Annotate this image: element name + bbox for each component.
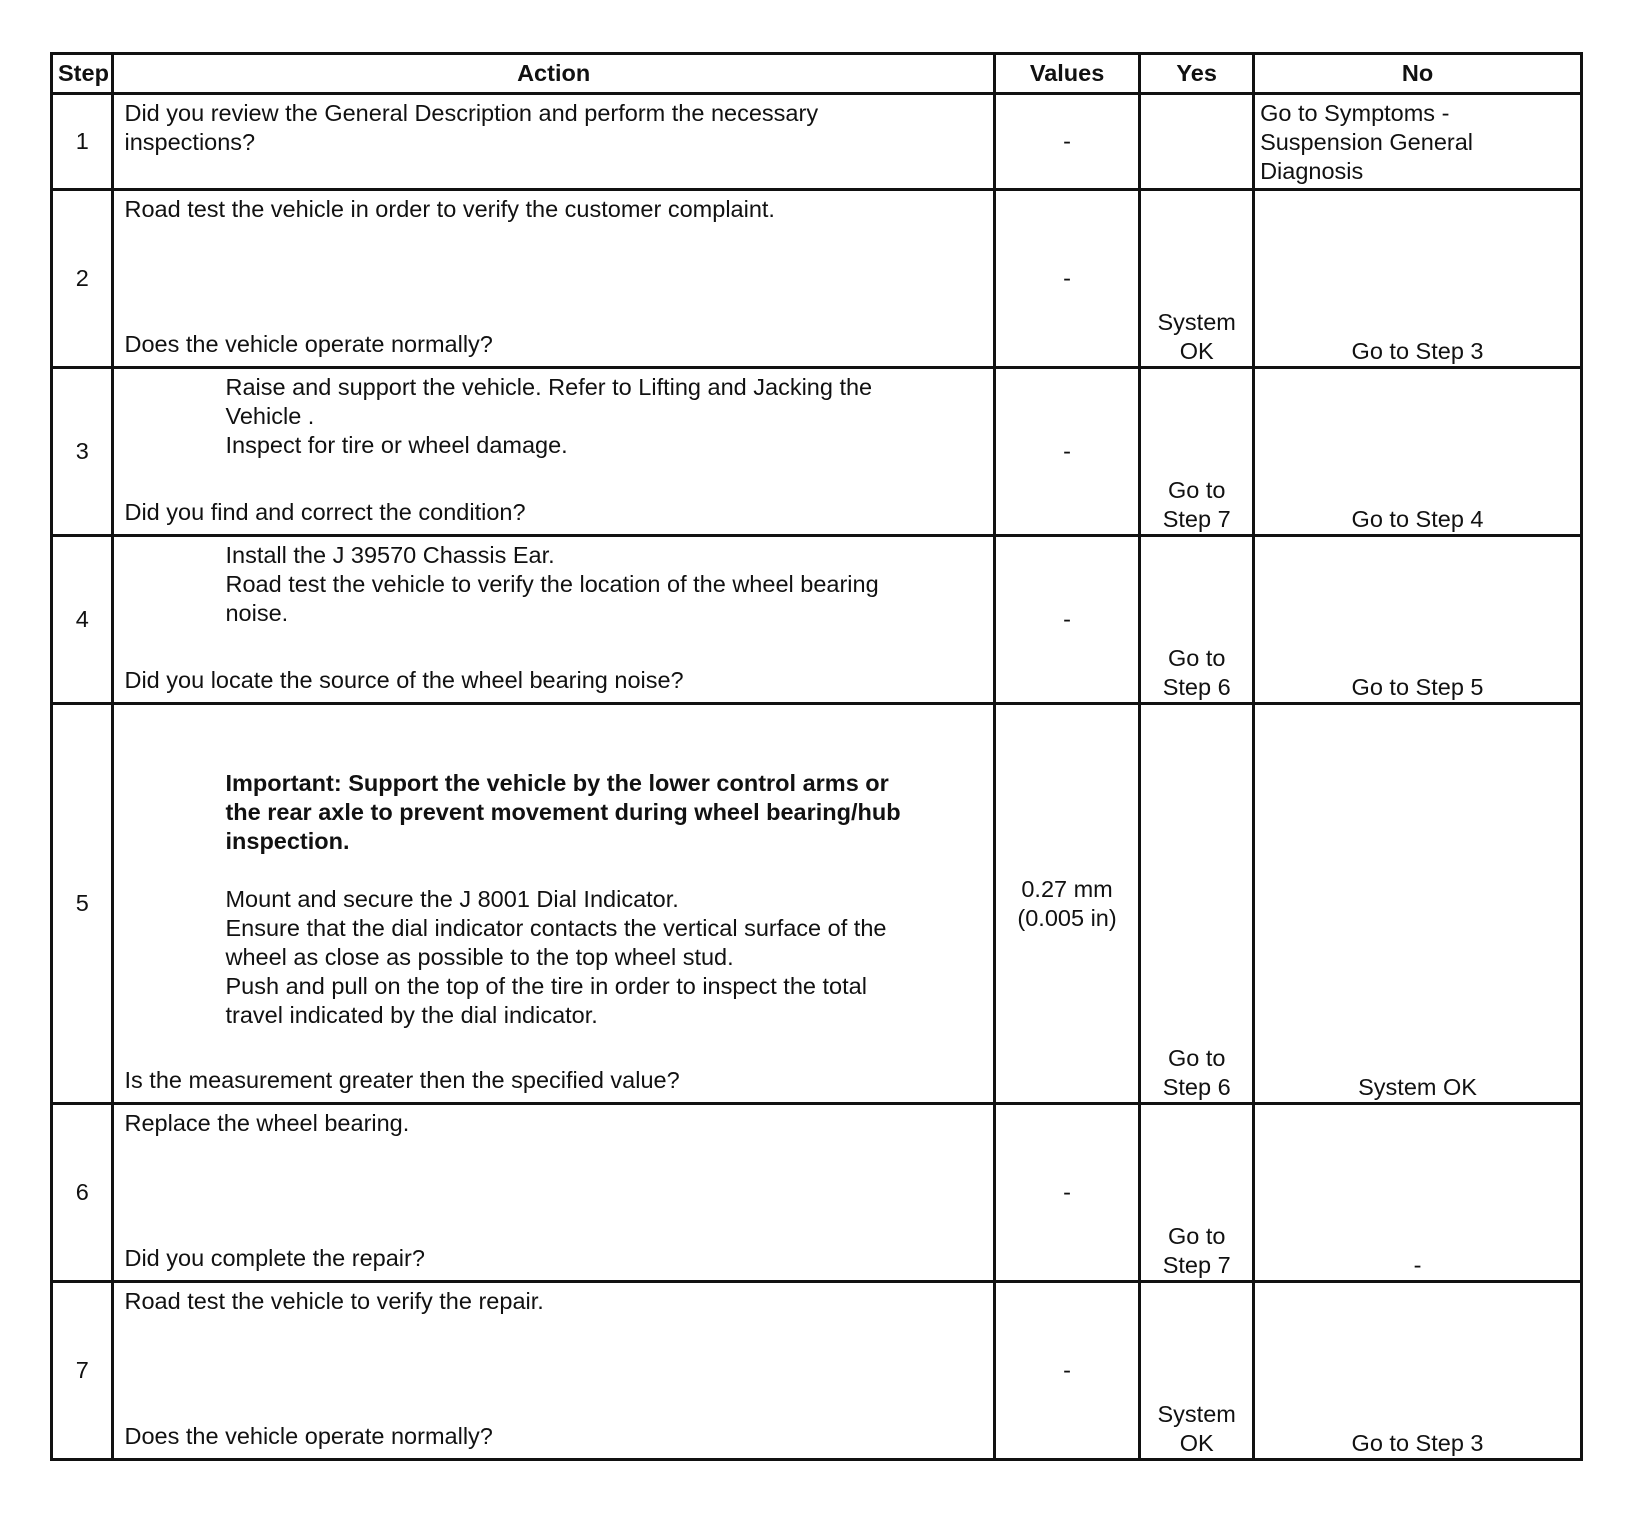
- yes-text: Step 6: [1162, 1074, 1231, 1100]
- yes-text: Step 7: [1162, 506, 1231, 532]
- values-cell: -: [994, 536, 1140, 704]
- no-text: Go to Symptoms -: [1260, 100, 1450, 126]
- no-text: Diagnosis: [1260, 158, 1364, 184]
- yes-text: Go to: [1167, 1223, 1226, 1249]
- yes-text: Step 6: [1162, 674, 1231, 700]
- no-text: Suspension General: [1260, 129, 1474, 155]
- values-cell: -: [994, 368, 1140, 536]
- yes-text: OK: [1179, 338, 1214, 364]
- action-step-text: wheel as close as possible to the top wheel stud.: [225, 944, 734, 970]
- action-text: Road test the vehicle in order to verify the customer complaint.: [124, 196, 775, 222]
- action-cell: [113, 190, 994, 368]
- action-step-text: noise.: [225, 600, 289, 626]
- header-action: Action: [113, 54, 994, 94]
- step-number: 6: [52, 1104, 113, 1282]
- action-step-text: Inspect for tire or wheel damage.: [225, 432, 568, 458]
- question-text: Did you complete the repair?: [124, 1245, 425, 1271]
- yes-cell: [1140, 94, 1254, 190]
- step-number: 5: [52, 704, 113, 1104]
- values-cell: -: [994, 1282, 1140, 1460]
- header-no: No: [1254, 54, 1582, 94]
- yes-cell: [1140, 368, 1254, 536]
- yes-text: Go to: [1167, 1045, 1226, 1071]
- no-cell: System OK: [1254, 704, 1582, 1104]
- action-cell: [113, 1104, 994, 1282]
- header-yes: Yes: [1140, 54, 1254, 94]
- header-values: Values: [994, 54, 1140, 94]
- question-text: Did you find and correct the condition?: [124, 499, 526, 525]
- action-step-text: Raise and support the vehicle. Refer to Lifting and Jacking the: [225, 374, 873, 400]
- header-row: [52, 54, 1582, 94]
- action-step-text: Mount and secure the J 8001 Dial Indicator.: [225, 886, 679, 912]
- header-step: Step: [52, 54, 113, 94]
- no-cell: Go to Step 3: [1254, 1282, 1582, 1460]
- table-row: [52, 368, 1582, 536]
- action-step-text: Ensure that the dial indicator contacts the vertical surface of the: [225, 915, 887, 941]
- spec-value: (0.005 in): [1017, 904, 1117, 931]
- action-cell: [113, 536, 994, 704]
- table-row: [52, 94, 1582, 190]
- important-note: inspection.: [225, 828, 350, 854]
- step-number: 7: [52, 1282, 113, 1460]
- yes-text: System: [1157, 309, 1236, 335]
- no-cell: Go to Step 3: [1254, 190, 1582, 368]
- question-text: Does the vehicle operate normally?: [124, 331, 493, 357]
- action-step-text: Push and pull on the top of the tire in order to inspect the total: [225, 973, 867, 999]
- step-number: 2: [52, 190, 113, 368]
- table-row: [52, 190, 1582, 368]
- values-cell: -: [994, 94, 1140, 190]
- table-row: [52, 536, 1582, 704]
- important-note: Important: Support the vehicle by the lower control arms or: [225, 770, 889, 796]
- action-cell: [113, 704, 994, 1104]
- no-cell: [1254, 94, 1582, 190]
- important-note: the rear axle to prevent movement during wheel bearing/hub: [225, 799, 901, 825]
- yes-text: OK: [1179, 1430, 1214, 1456]
- yes-text: System: [1157, 1401, 1236, 1427]
- no-cell: -: [1254, 1104, 1582, 1282]
- values-cell: [994, 704, 1140, 1104]
- diagnostic-table: [50, 52, 1583, 1461]
- yes-cell: [1140, 190, 1254, 368]
- no-cell: Go to Step 5: [1254, 536, 1582, 704]
- action-cell: [113, 1282, 994, 1460]
- spec-value: 0.27 mm: [1021, 875, 1113, 902]
- step-number: 1: [52, 94, 113, 190]
- yes-cell: [1140, 536, 1254, 704]
- question-text: Did you locate the source of the wheel bearing noise?: [124, 667, 684, 693]
- action-step-text: travel indicated by the dial indicator.: [225, 1002, 598, 1028]
- step-number: 3: [52, 368, 113, 536]
- yes-cell: [1140, 704, 1254, 1104]
- yes-text: Go to: [1167, 645, 1226, 671]
- values-cell: -: [994, 1104, 1140, 1282]
- action-text: Replace the wheel bearing.: [124, 1110, 410, 1136]
- action-cell: [113, 368, 994, 536]
- action-step-text: Vehicle .: [225, 403, 315, 429]
- table-row: [52, 1104, 1582, 1282]
- table-row: [52, 704, 1582, 1104]
- action-step-text: Install the J 39570 Chassis Ear.: [225, 542, 555, 568]
- yes-text: Step 7: [1162, 1252, 1231, 1278]
- values-cell: -: [994, 190, 1140, 368]
- no-cell: Go to Step 4: [1254, 368, 1582, 536]
- action-text: Did you review the General Description and perform the necessary: [124, 100, 819, 126]
- table-row: [52, 1282, 1582, 1460]
- action-text: inspections?: [124, 129, 256, 155]
- yes-text: Go to: [1167, 477, 1226, 503]
- question-text: Does the vehicle operate normally?: [124, 1423, 493, 1449]
- action-text: Road test the vehicle to verify the repair.: [124, 1288, 544, 1314]
- question-text: Is the measurement greater then the specified value?: [124, 1067, 680, 1093]
- action-step-text: Road test the vehicle to verify the location of the wheel bearing: [225, 571, 879, 597]
- step-number: 4: [52, 536, 113, 704]
- action-cell: [113, 94, 994, 190]
- yes-cell: [1140, 1282, 1254, 1460]
- yes-cell: [1140, 1104, 1254, 1282]
